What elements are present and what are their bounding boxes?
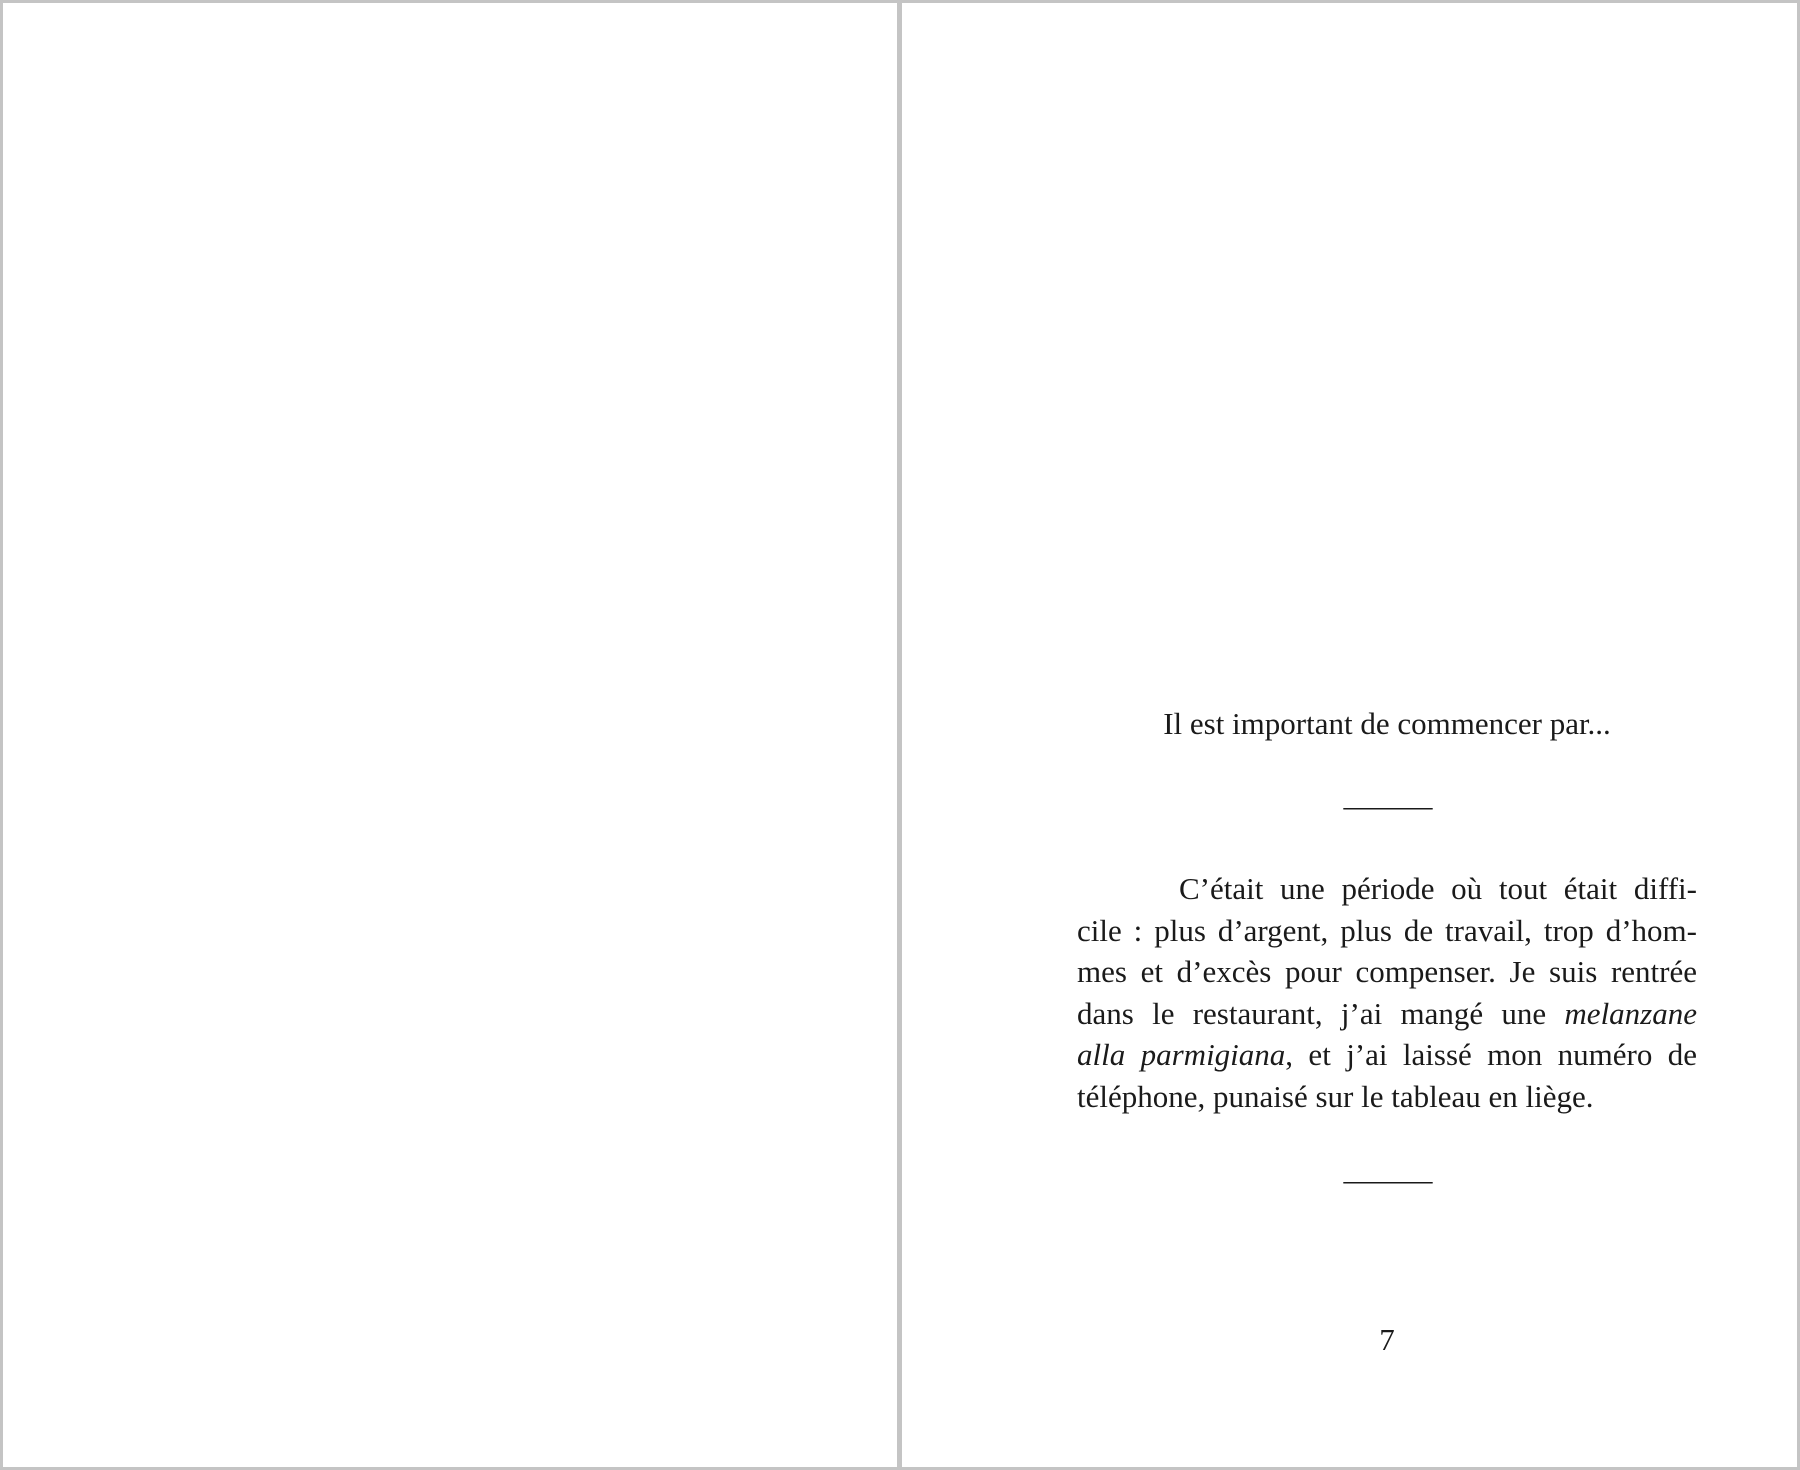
paragraph-line-2: cile : plus d’argent, plus de travail, trop d’hom-: [1077, 912, 1697, 948]
paragraph-line-4-text: dans le restaurant, j’ai mangé une: [1077, 995, 1547, 1031]
section-separator-bottom: ———: [1343, 1162, 1431, 1197]
paragraph-line-1: C’était une période où tout était diffi-: [1179, 871, 1697, 906]
paragraph-line-5-text: , et j’ai laissé mon numéro de: [1285, 1037, 1697, 1072]
right-page: [899, 0, 1800, 1470]
body-paragraph: [1077, 868, 1697, 1117]
italic-alla-parmigiana: alla parmigiana: [1077, 1037, 1286, 1072]
paragraph-line-4: [1077, 993, 1697, 1035]
italic-melanzane: melanzane: [1564, 995, 1698, 1031]
epigraph: Il est important de commencer par...: [1163, 706, 1611, 741]
paragraph-line-6: téléphone, punaisé sur le tableau en liège.: [1077, 1078, 1594, 1114]
page-text-block: [1077, 703, 1697, 1200]
section-separator-top: ———: [1343, 788, 1431, 823]
paragraph-line-3: mes et d’excès pour compenser. Je suis rentrée: [1077, 954, 1697, 989]
page-number: 7: [1379, 1322, 1395, 1357]
paragraph-line-5: [1077, 1034, 1697, 1076]
